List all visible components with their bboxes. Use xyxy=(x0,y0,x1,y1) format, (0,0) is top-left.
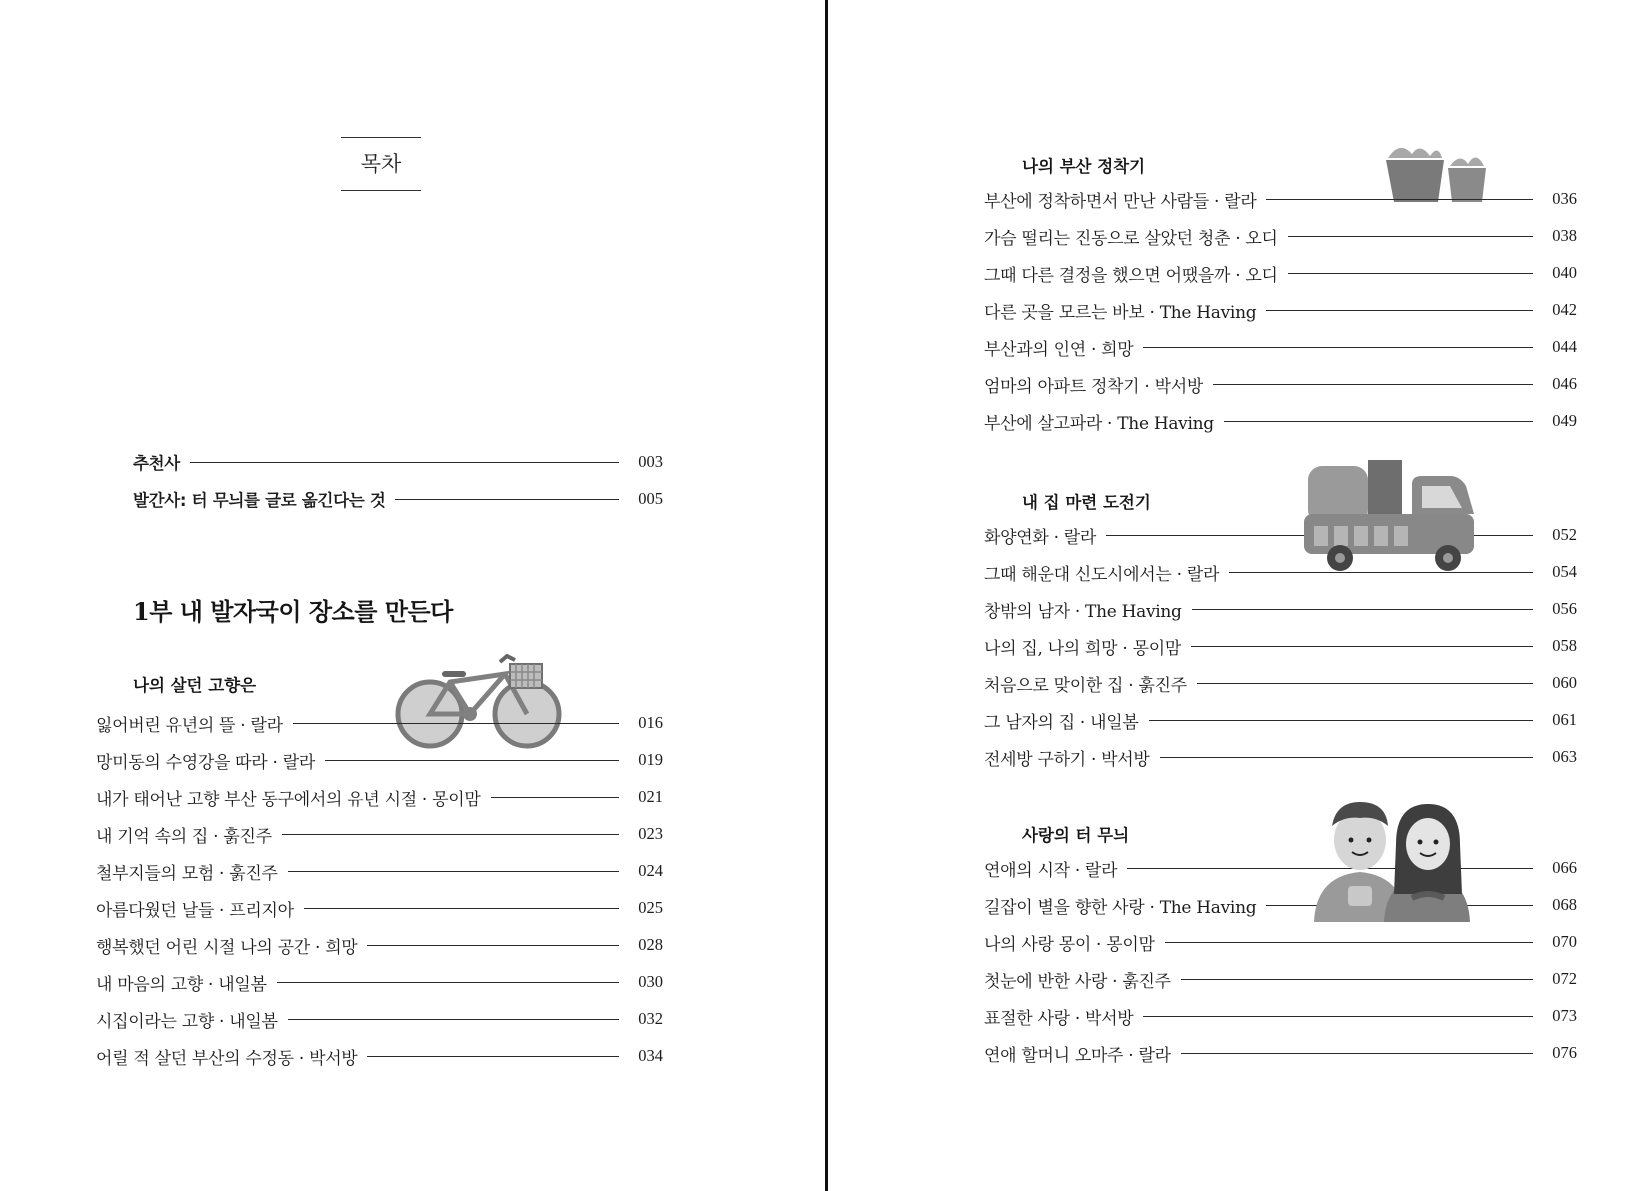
entry-page-number: 054 xyxy=(1552,562,1577,581)
leader-line xyxy=(1266,199,1533,200)
entry-page-number: 023 xyxy=(638,824,663,843)
toc-entry[interactable] xyxy=(96,967,663,997)
entry-page-number: 076 xyxy=(1552,1043,1577,1062)
entry-label: 발간사: 터 무늬를 글로 옮긴다는 것 xyxy=(133,491,386,510)
entry-label: 연애의 시작 · 랄라 xyxy=(984,860,1118,881)
leader-line xyxy=(277,982,619,983)
entry-label: 시집이라는 고향 · 내일봄 xyxy=(96,1011,278,1032)
entry-page-number: 060 xyxy=(1552,673,1577,692)
toc-entry[interactable] xyxy=(96,819,663,849)
toc-entry[interactable] xyxy=(96,1041,663,1071)
toc-entry[interactable] xyxy=(984,964,1577,994)
entry-page-number: 061 xyxy=(1552,710,1577,729)
toc-entry[interactable] xyxy=(984,742,1577,772)
entry-label: 망미동의 수영강을 따라 · 랄라 xyxy=(96,752,315,773)
toc-entry[interactable] xyxy=(984,890,1577,920)
toc-entry[interactable] xyxy=(984,853,1577,883)
entry-page-number: 068 xyxy=(1552,895,1577,914)
entry-label: 전세방 구하기 · 박서방 xyxy=(984,749,1150,770)
section-heading: 내 집 마련 도전기 xyxy=(1022,493,1151,512)
toc-entry[interactable] xyxy=(96,745,663,775)
entry-page-number: 049 xyxy=(1552,411,1577,430)
leader-line xyxy=(1149,720,1534,721)
toc-entry[interactable] xyxy=(984,631,1577,661)
leader-line xyxy=(1288,273,1533,274)
entry-page-number: 066 xyxy=(1552,858,1577,877)
couple-illustration xyxy=(1312,798,1472,922)
leader-line xyxy=(1192,609,1533,610)
entry-page-number: 005 xyxy=(638,489,663,508)
leader-line xyxy=(1191,646,1533,647)
entry-label: 부산에 살고파라 · The Having xyxy=(984,413,1214,434)
leader-line xyxy=(1213,384,1533,385)
toc-entry[interactable] xyxy=(984,668,1577,698)
entry-label: 연애 할머니 오마주 · 랄라 xyxy=(984,1045,1171,1066)
entry-label: 표절한 사랑 · 박서방 xyxy=(984,1008,1134,1029)
entry-label: 내 기억 속의 집 · 훍진주 xyxy=(96,826,272,847)
entry-label: 나의 사랑 몽이 · 몽이맘 xyxy=(984,934,1155,955)
leader-line xyxy=(1143,347,1533,348)
entry-page-number: 034 xyxy=(638,1046,663,1065)
entry-page-number: 024 xyxy=(638,861,663,880)
entry-page-number: 058 xyxy=(1552,636,1577,655)
leader-line xyxy=(282,834,619,835)
toc-entry[interactable] xyxy=(984,221,1577,251)
entry-page-number: 073 xyxy=(1552,1006,1577,1025)
entry-label: 화양연화 · 랄라 xyxy=(984,527,1097,548)
toc-entry[interactable] xyxy=(984,332,1577,362)
entry-label: 어릴 적 살던 부산의 수정동 · 박서방 xyxy=(96,1048,358,1069)
entry-page-number: 056 xyxy=(1552,599,1577,618)
entry-label: 첫눈에 반한 사랑 · 훍진주 xyxy=(984,971,1171,992)
toc-entry[interactable] xyxy=(133,484,663,514)
toc-entry[interactable] xyxy=(984,520,1577,550)
entry-page-number: 003 xyxy=(638,452,663,471)
section-heading: 나의 살던 고향은 xyxy=(133,676,257,695)
leader-line xyxy=(1266,310,1533,311)
entry-page-number: 021 xyxy=(638,787,663,806)
leader-line xyxy=(1160,757,1533,758)
entry-label: 부산에 정착하면서 만난 사람들 · 랄라 xyxy=(984,191,1257,212)
entry-label: 내 마음의 고향 · 내일봄 xyxy=(96,974,267,995)
entry-page-number: 025 xyxy=(638,898,663,917)
toc-entry[interactable] xyxy=(984,594,1577,624)
book-spine xyxy=(825,0,828,1191)
leader-line xyxy=(1143,1016,1533,1017)
leader-line xyxy=(190,462,619,463)
entry-label: 그 남자의 집 · 내일봄 xyxy=(984,712,1139,733)
leader-line xyxy=(367,945,619,946)
entry-page-number: 072 xyxy=(1552,969,1577,988)
toc-entry[interactable] xyxy=(984,557,1577,587)
leader-line xyxy=(1165,942,1533,943)
entry-page-number: 070 xyxy=(1552,932,1577,951)
entry-page-number: 040 xyxy=(1552,263,1577,282)
leader-line xyxy=(304,908,619,909)
entry-label: 행복했던 어린 시절 나의 공간 · 희망 xyxy=(96,937,358,958)
toc-entry[interactable] xyxy=(984,406,1577,436)
leader-line xyxy=(1224,421,1533,422)
entry-label: 잃어버린 유년의 뜰 · 랄라 xyxy=(96,715,283,736)
entry-page-number: 019 xyxy=(638,750,663,769)
leader-line xyxy=(367,1056,619,1057)
toc-entry[interactable] xyxy=(96,856,663,886)
entry-page-number: 028 xyxy=(638,935,663,954)
leader-line xyxy=(1181,979,1533,980)
leader-line xyxy=(325,760,619,761)
entry-label: 가슴 떨리는 진동으로 살았던 청춘 · 오디 xyxy=(984,228,1278,249)
entry-label: 엄마의 아파트 정착기 · 박서방 xyxy=(984,376,1203,397)
toc-entry[interactable] xyxy=(96,1004,663,1034)
entry-label: 추천사 xyxy=(133,454,180,473)
entry-page-number: 030 xyxy=(638,972,663,991)
entry-label: 그때 해운대 신도시에서는 · 랄라 xyxy=(984,564,1220,585)
entry-page-number: 038 xyxy=(1552,226,1577,245)
toc-entry[interactable] xyxy=(96,708,663,738)
entry-label: 내가 태어난 고향 부산 동구에서의 유년 시절 · 몽이맘 xyxy=(96,789,481,810)
leader-line xyxy=(288,871,619,872)
toc-entry[interactable] xyxy=(984,1038,1577,1068)
entry-label: 창밖의 남자 · The Having xyxy=(984,601,1182,622)
toc-entry[interactable] xyxy=(133,447,663,477)
toc-entry[interactable] xyxy=(984,369,1577,399)
entry-page-number: 044 xyxy=(1552,337,1577,356)
part-title: 1부 내 발자국이 장소를 만든다 xyxy=(133,597,453,626)
entry-page-number: 032 xyxy=(638,1009,663,1028)
leader-line xyxy=(491,797,620,798)
toc-entry[interactable] xyxy=(984,258,1577,288)
toc-entry[interactable] xyxy=(984,705,1577,735)
toc-entry[interactable] xyxy=(984,295,1577,325)
leader-line xyxy=(293,723,619,724)
entry-page-number: 063 xyxy=(1552,747,1577,766)
entry-page-number: 016 xyxy=(638,713,663,732)
entry-label: 처음으로 맞이한 집 · 훍진주 xyxy=(984,675,1187,696)
entry-label: 부산과의 인연 · 희망 xyxy=(984,339,1134,360)
toc-entry[interactable] xyxy=(96,930,663,960)
section-heading: 사랑의 터 무늬 xyxy=(1022,826,1130,845)
truck-illustration xyxy=(1300,458,1480,576)
entry-label: 나의 집, 나의 희망 · 몽이맘 xyxy=(984,638,1181,659)
toc-entry[interactable] xyxy=(984,927,1577,957)
entry-label: 철부지들의 모험 · 훍진주 xyxy=(96,863,278,884)
toc-entry[interactable] xyxy=(984,1001,1577,1031)
leader-line xyxy=(1181,1053,1533,1054)
entry-page-number: 046 xyxy=(1552,374,1577,393)
toc-title: 목차 xyxy=(341,137,421,191)
right-page xyxy=(830,0,1644,1191)
entry-page-number: 042 xyxy=(1552,300,1577,319)
toc-entry[interactable] xyxy=(984,184,1577,214)
entry-label: 다른 곳을 모르는 바보 · The Having xyxy=(984,302,1257,323)
leader-line xyxy=(395,499,619,500)
entry-label: 그때 다른 결정을 했으면 어땠을까 · 오디 xyxy=(984,265,1278,286)
entry-label: 아름다웠던 날들 · 프리지아 xyxy=(96,900,294,921)
entry-page-number: 036 xyxy=(1552,189,1577,208)
section-heading: 나의 부산 정착기 xyxy=(1022,157,1146,176)
leader-line xyxy=(1288,236,1533,237)
entry-page-number: 052 xyxy=(1552,525,1577,544)
toc-entry[interactable] xyxy=(96,893,663,923)
toc-entry[interactable] xyxy=(96,782,663,812)
leader-line xyxy=(1197,683,1533,684)
entry-label: 길잡이 별을 향한 사랑 · The Having xyxy=(984,897,1257,918)
leader-line xyxy=(288,1019,619,1020)
